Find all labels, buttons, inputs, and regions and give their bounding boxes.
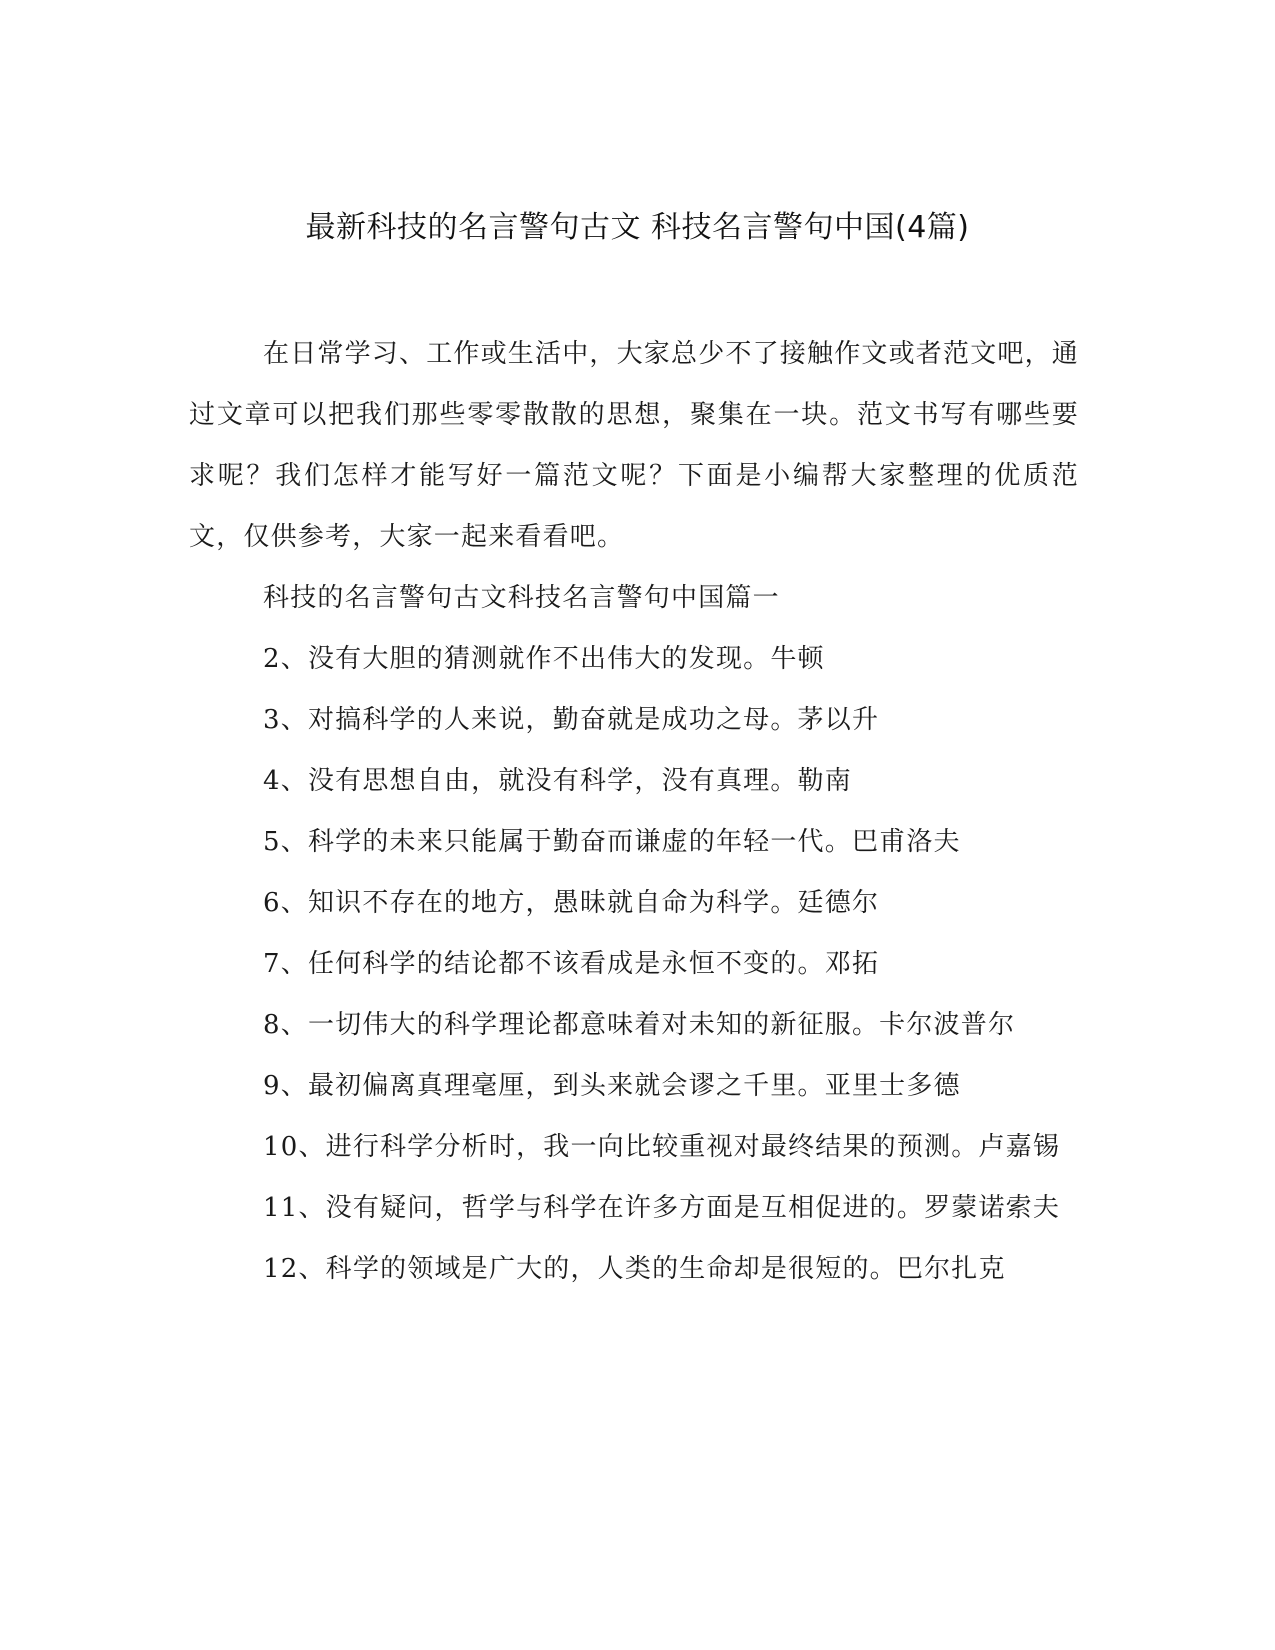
quote-item: 10、进行科学分析时，我一向比较重视对最终结果的预测。卢嘉锡 <box>263 1132 1061 1162</box>
quote-item: 2、没有大胆的猜测就作不出伟大的发现。牛顿 <box>263 644 825 674</box>
quote-item: 12、科学的领域是广大的，人类的生命却是很短的。巴尔扎克 <box>263 1254 1006 1284</box>
section-heading: 科技的名言警句古文科技名言警句中国篇一 <box>263 583 780 613</box>
quote-item: 8、一切伟大的科学理论都意味着对未知的新征服。卡尔波普尔 <box>263 1010 1016 1040</box>
quote-item: 9、最初偏离真理毫厘，到头来就会谬之千里。亚里士多德 <box>263 1071 961 1101</box>
quote-item: 11、没有疑问，哲学与科学在许多方面是互相促进的。罗蒙诺索夫 <box>263 1193 1061 1223</box>
quote-item: 6、知识不存在的地方，愚昧就自命为科学。廷德尔 <box>263 888 880 918</box>
document-title: 最新科技的名言警句古文 科技名言警句中国(4篇) <box>305 210 970 245</box>
quote-item: 7、任何科学的结论都不该看成是永恒不变的。邓拓 <box>263 949 880 979</box>
quote-item: 3、对搞科学的人来说，勤奋就是成功之母。茅以升 <box>263 705 880 735</box>
quote-item: 4、没有思想自由，就没有科学，没有真理。勒南 <box>263 766 852 796</box>
document-body <box>189 324 1079 1300</box>
intro-paragraph: 在日常学习、工作或生活中，大家总少不了接触作文或者范文吧，通过文章可以把我们那些零零散散的思想，聚集在一块。范文书写有哪些要求呢？我们怎样才能写好一篇范文呢？下面是小编帮大家整理的优质范文，仅供参考，大家一起来看看吧。 <box>189 339 1080 552</box>
quote-item: 5、科学的未来只能属于勤奋而谦虚的年轻一代。巴甫洛夫 <box>263 827 961 857</box>
